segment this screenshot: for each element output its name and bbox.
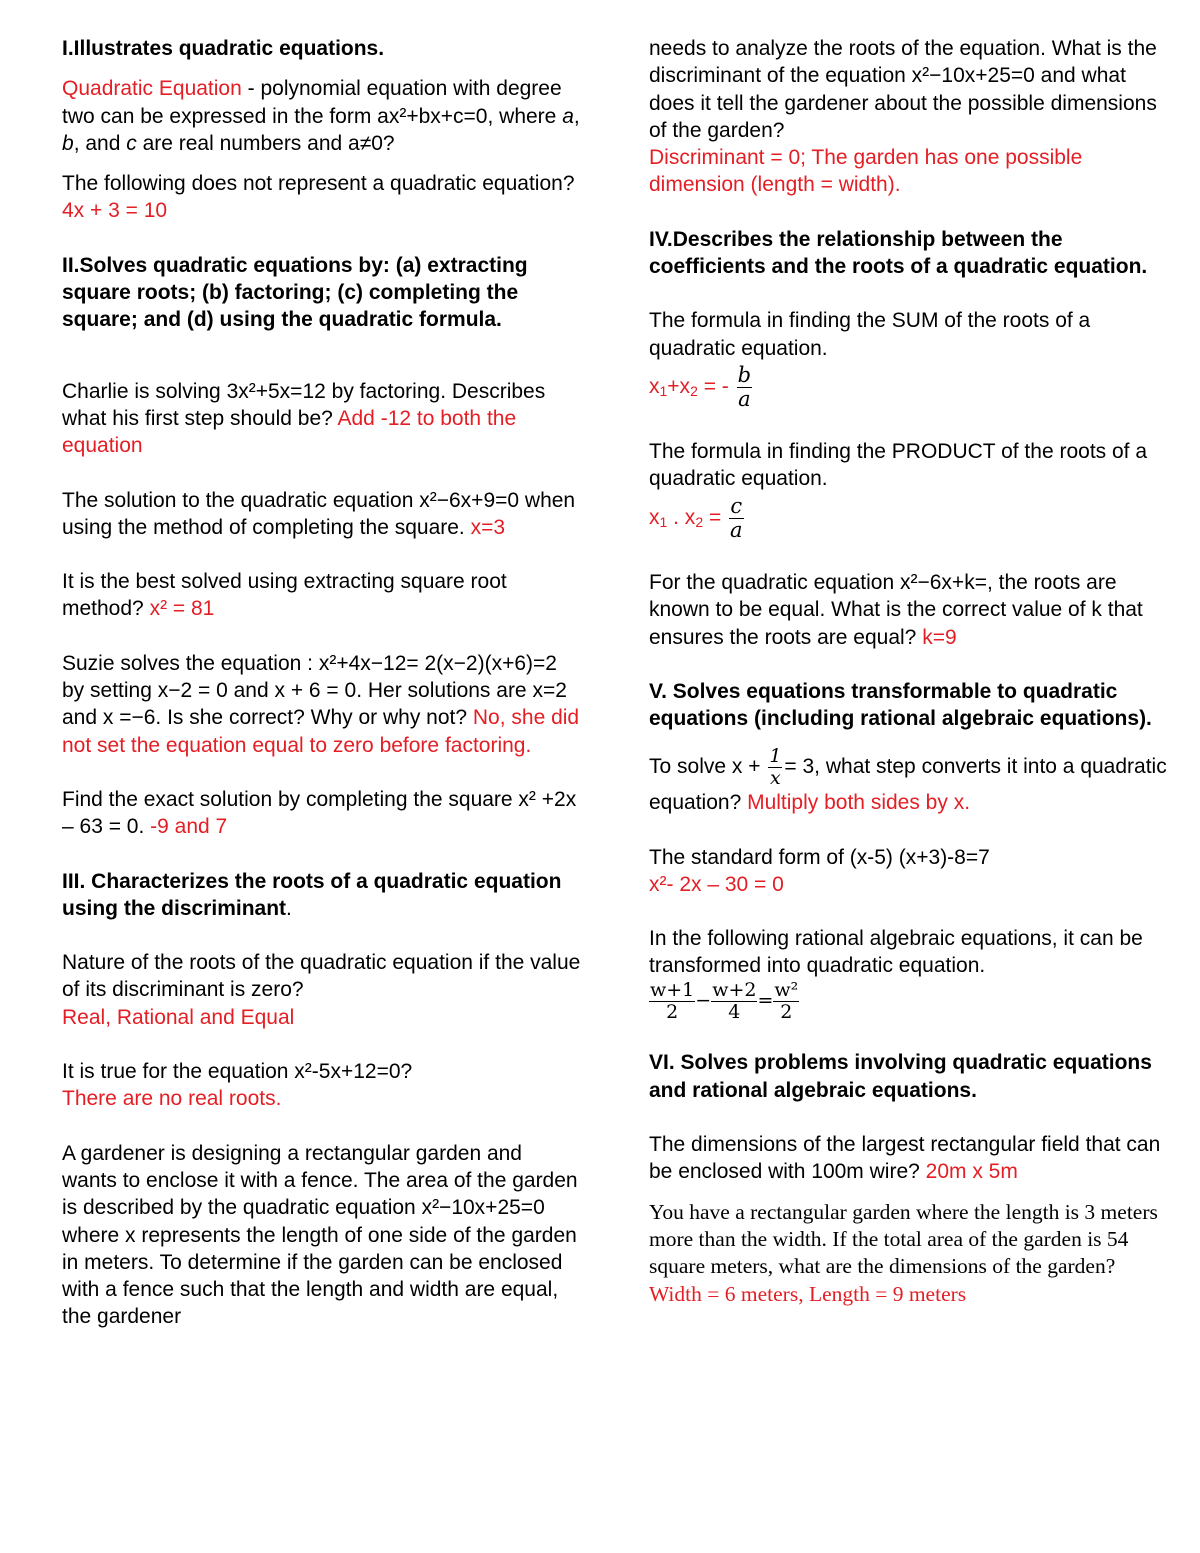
question	[62, 650, 582, 759]
question-text: You have a rectangular garden where the length is 3 meters more than the width. If the total area of the garden is 54 square meters, what are the dimensions of the garden?	[649, 1199, 1158, 1279]
answer: k=9	[922, 625, 957, 649]
var-c: c	[126, 131, 137, 155]
answer: x=3	[470, 515, 506, 539]
question-text: In the following rational algebraic equations, it can be transformed into quadratic equation.	[649, 927, 1143, 978]
answer: Width = 6 meters, Length = 9 meters	[649, 1281, 967, 1306]
question-text: For the quadratic equation x²−6x+k=, the roots are known to be equal. What is the correct value of k that ensures the roots are equal?	[649, 570, 1143, 649]
minus-sign: −	[695, 989, 712, 1012]
answer: No, she did not set the equation equal to zero before factoring.	[62, 706, 580, 757]
fraction-denominator: a	[738, 387, 751, 412]
question-text: A gardener is designing a rectangular garden and wants to enclose it with a fence. The area of the garden is described by the quadratic equation x²−10x+25=0 where x represents the length of one side of the garden in meters. To determine if the garden can be enclosed with a fence such that the length and width are equal, the gardener	[62, 1141, 578, 1329]
section-6-heading: VI. Solves problems involving quadratic equations and rational algebraic equations.	[649, 1051, 1152, 1102]
fraction-denominator: 2	[780, 1000, 793, 1023]
question	[649, 569, 1174, 651]
definition-term: Quadratic Equation	[62, 77, 242, 101]
definition-separator: ,	[573, 104, 580, 128]
fraction	[649, 980, 695, 1023]
rational-equation	[649, 980, 1174, 1023]
definition-text: are real numbers and a≠0?	[136, 131, 395, 155]
var-b: b	[62, 131, 74, 155]
question	[62, 786, 582, 841]
equals-sign: =	[757, 989, 774, 1012]
fraction	[711, 980, 757, 1023]
section-3-heading	[62, 868, 582, 923]
question-text: Nature of the roots of the quadratic equation if the value of its discriminant is zero?	[62, 951, 581, 1002]
fraction-numerator: w+2	[712, 978, 757, 1001]
section-4-heading: IV.Describes the relationship between the coefficients and the roots of a quadratic equation.	[649, 227, 1148, 279]
heading-period: .	[286, 896, 292, 920]
question-text: The dimensions of the largest rectangular field that can be enclosed with 100m wire?	[649, 1133, 1161, 1184]
answer: Discriminant = 0; The garden has one possible dimension (length = width).	[649, 146, 1083, 197]
formula-subscript: 2	[690, 383, 698, 400]
question-text: To solve x +	[649, 755, 767, 779]
question-text: It is the best solved using extracting square root method?	[62, 570, 507, 621]
question-text: The standard form of (x-5) (x+3)-8=7	[649, 845, 990, 869]
formula-subscript: 2	[695, 513, 704, 530]
answer: x²- 2x – 30 = 0	[649, 872, 784, 896]
var-a: a	[562, 104, 574, 128]
quadratic-equation-definition	[62, 75, 582, 157]
sum-formula	[649, 364, 1174, 411]
formula-subscript: 1	[659, 513, 668, 530]
answer: Add -12 to both the equation	[62, 406, 517, 458]
question-text: Suzie solves the equation : x²+4x−12= 2(x−2)(x+6)=2 by setting x−2 = 0 and x + 6 = 0. Her solutions are x=2 and x =−6. Is she correct? Why or why not?	[62, 651, 567, 730]
fraction-denominator: a	[730, 517, 743, 542]
product-formula-lhs	[649, 506, 727, 529]
formula-equals: = -	[697, 375, 735, 399]
section-2-heading: II.Solves quadratic equations by: (a) extracting square roots; (b) factoring; (c) completing the square; and (d) using the quadratic formula.	[62, 253, 528, 332]
question	[649, 1131, 1174, 1186]
section-1-heading: I.Illustrates quadratic equations.	[62, 37, 385, 60]
question-text: needs to analyze the roots of the equation. What is the discriminant of the equation x²−10x+25=0 and what does it tell the gardener about the possible dimensions of the garden?	[649, 37, 1157, 142]
answer: x² = 81	[149, 597, 215, 621]
answer: 4x + 3 = 10	[62, 199, 168, 223]
answer: -9 and 7	[150, 815, 228, 839]
question-text: Charlie is solving 3x²+5x=12 by factoring. Describes what his first step should be?	[62, 379, 546, 430]
definition-text: - polynomial equation with degree two can be expressed in the form ax²+bx+c=0, where	[62, 77, 563, 128]
left-column	[62, 35, 582, 1331]
question	[62, 170, 582, 225]
question-text: = 3, what step converts it into a quadratic equation?	[649, 755, 1167, 815]
product-formula	[649, 495, 1174, 542]
question	[649, 746, 1174, 816]
question-text: It is true for the equation x²-5x+12=0?	[62, 1060, 413, 1084]
product-fraction	[729, 495, 744, 542]
right-column	[649, 35, 1174, 1308]
question	[62, 568, 582, 623]
question-text: The formula in finding the SUM of the roots of a quadratic equation.	[649, 309, 1091, 360]
answer: There are no real roots.	[62, 1087, 282, 1111]
fraction-numerator: w²	[774, 978, 799, 1001]
formula-subscript: 1	[659, 383, 668, 400]
answer: 20m x 5m	[925, 1160, 1018, 1184]
formula-x: x	[649, 375, 660, 399]
answer: Real, Rational and Equal	[62, 1005, 295, 1029]
formula-equals: =	[703, 505, 728, 529]
fraction-denominator: 4	[728, 1000, 741, 1023]
sum-formula-lhs	[649, 375, 735, 398]
question-text: The formula in finding the PRODUCT of the roots of a quadratic equation.	[649, 440, 1148, 491]
question-text: The solution to the quadratic equation x²−6x+9=0 when using the method of completing the square.	[62, 488, 576, 539]
heading-text: III. Characterizes the roots of a quadratic equation using the discriminant	[62, 869, 562, 920]
formula-x: . x	[667, 505, 696, 529]
fraction	[773, 980, 799, 1023]
definition-separator: , and	[73, 131, 127, 155]
section-5-heading: V. Solves equations transformable to quadratic equations (including rational algebraic equations).	[649, 679, 1152, 731]
fraction-denominator: x	[770, 767, 781, 790]
question-text: The following does not represent a quadratic equation?	[62, 172, 575, 196]
answer: Multiply both sides by x.	[747, 791, 971, 815]
question-text: Find the exact solution by completing the square x² +2x – 63 = 0.	[62, 787, 577, 839]
fraction-numerator: b	[737, 362, 752, 387]
formula-x: x	[649, 505, 660, 529]
fraction-denominator: 2	[666, 1000, 679, 1023]
fraction-numerator: c	[730, 493, 743, 518]
fraction-numerator: w+1	[650, 978, 695, 1001]
formula-x: +x	[667, 375, 691, 399]
sum-fraction	[737, 364, 752, 411]
question	[62, 378, 582, 460]
fraction-numerator: 1	[769, 745, 782, 768]
one-over-x-fraction	[768, 746, 782, 789]
question	[62, 487, 582, 542]
